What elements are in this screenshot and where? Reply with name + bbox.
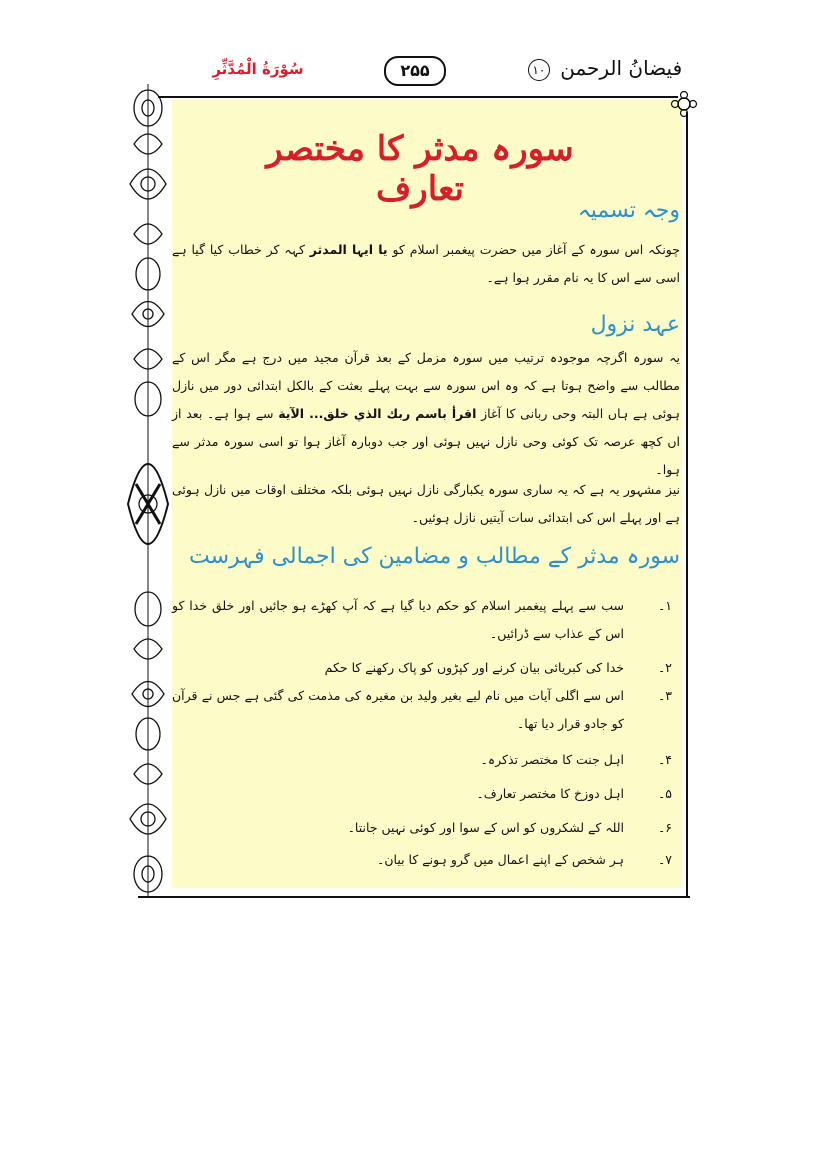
ornamental-border-icon bbox=[124, 84, 172, 898]
frame-right-rule bbox=[686, 112, 688, 898]
volume-number: ۱۰ bbox=[528, 59, 550, 81]
page-title: سورہ مدثر کا مختصر تعارف bbox=[266, 129, 574, 209]
paragraph-naming: چونکہ اس سورہ کے آغاز میں حضرت پیغمبر اسلام کو یا ایہا المدثر کہہ کر خطاب کیا گیا ہے اسی سے اس کا یہ نام مقرر ہوا ہے۔ bbox=[172, 242, 680, 285]
list-item-number: ۶۔ bbox=[657, 820, 672, 835]
list-item-text: اہل دوزخ کا مختصر تعارف۔ bbox=[476, 786, 624, 801]
book-title: فيضانُ الرحمن bbox=[560, 56, 683, 80]
list-item-text: سب سے پہلے پیغمبر اسلام کو حکم دیا گیا ہے کہ آپ کھڑے ہو جائیں اور خلق خدا کو اس کے عذاب سے ڈرائیں۔ bbox=[172, 598, 624, 641]
list-item-text: اہل جنت کا مختصر تذکرہ۔ bbox=[480, 752, 624, 767]
list-item bbox=[172, 746, 672, 774]
paragraph-revelation-2: نیز مشہور یہ ہے کہ یہ ساری سورہ یکبارگی نازل نہیں ہوئی بلکہ مختلف اوقات میں نازل ہوئی ہے اور پہلے اس کی ابتدائی سات آیتیں نازل ہوئیں۔ bbox=[172, 482, 680, 525]
list-item-number: ۲۔ bbox=[657, 660, 672, 675]
list-item-number: ۴۔ bbox=[657, 752, 672, 767]
running-header-book bbox=[520, 56, 690, 86]
list-item-text: ہر شخص کے اپنے اعمال میں گرو ہونے کا بیان۔ bbox=[377, 852, 624, 867]
list-item-number: ۱۔ bbox=[657, 598, 672, 613]
corner-ornament-icon bbox=[670, 90, 698, 118]
heading-naming: وجہ تسمیہ bbox=[577, 198, 680, 223]
page-number: ۲۵۵ bbox=[384, 56, 446, 86]
list-item bbox=[172, 592, 672, 648]
running-header-surah: سُوْرَةُ الْمُدَّثِّرِ bbox=[212, 60, 304, 78]
list-item bbox=[172, 780, 672, 808]
list-item bbox=[172, 814, 672, 842]
heading-summary: سورہ مدثر کے مطالب و مضامین کی اجمالی فہرست bbox=[189, 544, 680, 569]
list-item-number: ۷۔ bbox=[657, 852, 672, 867]
list-item-text: اس سے اگلی آیات میں نام لیے بغیر ولید بن مغیرہ کی مذمت کی گئی ہے جس نے قرآن کو جادو قرار دیا تھا۔ bbox=[172, 688, 624, 731]
list-item-text: خدا کی کبریائی بیان کرنے اور کپڑوں کو پاک رکھنے کا حکم bbox=[324, 660, 624, 675]
list-item bbox=[172, 846, 672, 874]
paragraph-revelation-1: یہ سورہ اگرچہ موجودہ ترتیب میں سورہ مزمل کے بعد قرآن مجید میں درج ہے مگر اس کے مطالب سے واضح ہوتا ہے کہ وہ اس سورہ سے بہت پہلے بعثت کے بالکل ابتدائی دور میں نازل ہوئی ہے ہاں البتہ وحی ربانی کا آغاز اقرأ باسم ربك الذي خلق... الآية سے ہوا ہے۔ بعد از اں کچھ عرصہ تک کوئی وحی نازل نہیں ہوئی اور جب دوبارہ آغاز ہوا تو اسی سورہ مدثر سے ہوا۔ bbox=[172, 350, 680, 477]
list-item-text: اللہ کے لشکروں کو اس کے سوا اور کوئی نہیں جانتا۔ bbox=[347, 820, 624, 835]
frame-top-rule bbox=[158, 96, 678, 98]
heading-revelation: عہد نزول bbox=[590, 312, 680, 337]
list-item bbox=[172, 682, 672, 738]
list-item bbox=[172, 654, 672, 682]
frame-bottom-rule bbox=[138, 896, 690, 898]
list-item-number: ۳۔ bbox=[657, 688, 672, 703]
list-item-number: ۵۔ bbox=[657, 786, 672, 801]
